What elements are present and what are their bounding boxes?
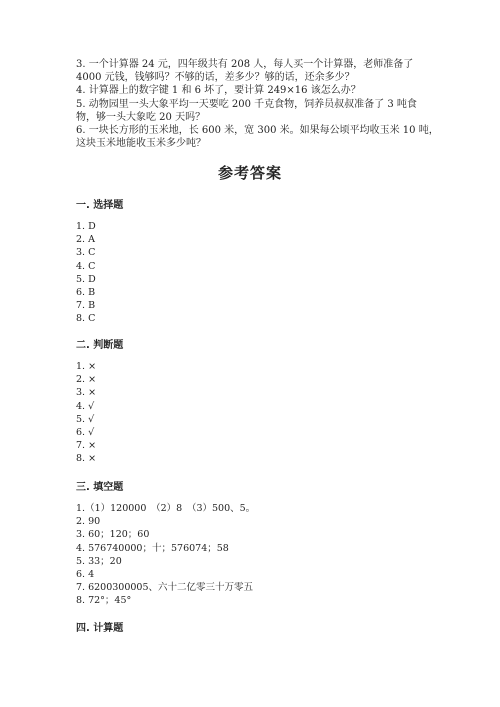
answer-item: 8. 72°；45° <box>76 595 132 607</box>
answer-item: 2. 90 <box>76 516 101 528</box>
answer-list-fill <box>76 502 255 608</box>
problem-line: 4000 元钱，钱够吗？不够的话，差多少？够的话，还余多少？ <box>76 72 355 84</box>
answer-item: 8. × <box>76 453 97 465</box>
answer-item: 2. × <box>76 374 97 386</box>
problem-list <box>76 58 486 150</box>
answer-item: 3. C <box>76 247 96 259</box>
answer-item: 4. C <box>76 260 96 272</box>
answer-item: 6. √ <box>76 427 95 439</box>
answer-item: 7. B <box>76 300 96 312</box>
section-heading-fill: 三. 填空题 <box>76 482 124 493</box>
answer-item: 7. × <box>76 440 97 452</box>
answer-item: 3. 60；120；60 <box>76 529 150 541</box>
problem-line: 3. 一个计算器 24 元，四年级共有 208 人，每人买一个计算器，老师准备了 <box>76 59 414 70</box>
problem-line: 物，够一头大象吃 20 天吗？ <box>76 111 206 123</box>
answer-item: 4. √ <box>76 400 95 412</box>
answer-item: 1. D <box>76 221 96 232</box>
answer-item: 7. 6200300005、六十二亿零三十万零五 <box>76 582 254 594</box>
answer-list-judge <box>76 360 96 466</box>
answer-item: 5. D <box>76 273 96 285</box>
problem-line: 6. 一块长方形的玉米地，长 600 米，宽 300 米。如果每公顷平均收玉米 10 吨， <box>76 125 439 137</box>
problem-line: 4. 计算器上的数字键 1 和 6 坏了，要计算 249×16 该怎么办？ <box>76 85 361 97</box>
problem-line: 这块玉米地能收玉米多少吨？ <box>76 138 206 150</box>
answer-item: 8. C <box>76 313 96 325</box>
answer-item: 2. A <box>76 234 95 246</box>
answer-title: 参考答案 <box>217 164 282 182</box>
answer-item: 5. 33；20 <box>76 555 122 567</box>
answer-item: 5. √ <box>76 413 95 425</box>
problem-line: 5. 动物园里一头大象平均一天要吃 200 千克食物，饲养员叔叔准备了 3 吨食 <box>76 98 417 110</box>
answer-item: 1. × <box>76 361 97 372</box>
answer-item: 3. × <box>76 387 97 399</box>
answer-item: 6. 4 <box>76 569 95 581</box>
section-heading-choice: 一. 选择题 <box>76 200 124 211</box>
answer-item: 4. 576740000；十；576074；58 <box>76 542 229 554</box>
section-heading-judge: 二. 判断题 <box>76 340 124 351</box>
section-heading-calc: 四. 计算题 <box>76 623 124 634</box>
answer-item: 6. B <box>76 287 96 299</box>
answer-item: 1.（1）120000 （2）8 （3）500、5。 <box>76 503 256 514</box>
answer-list-choice <box>76 220 96 326</box>
